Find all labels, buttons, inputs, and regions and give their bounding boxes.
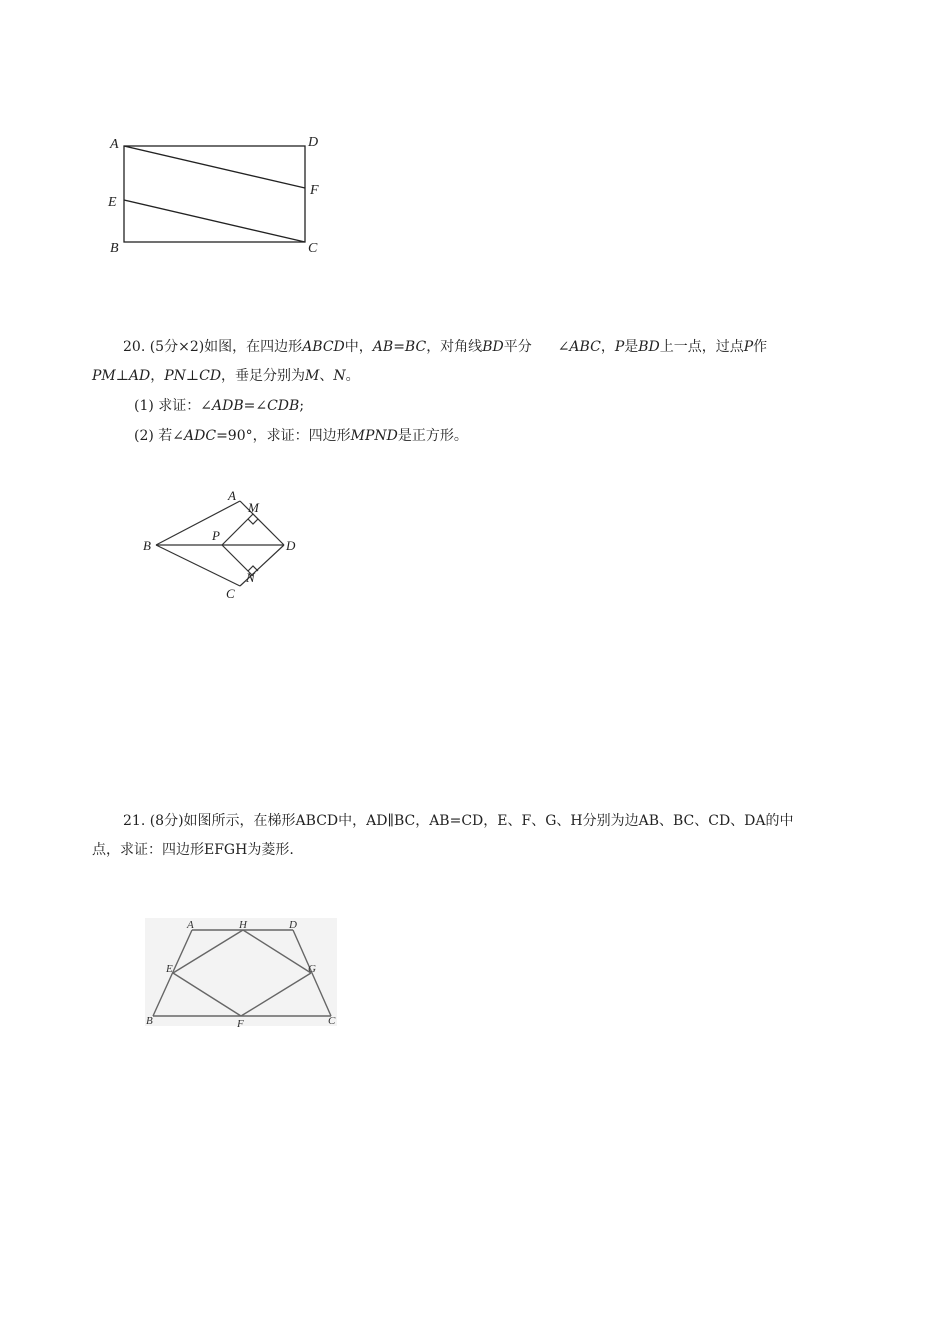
q20-text-zhong: 中， — [344, 339, 373, 355]
label-d: D — [308, 135, 319, 150]
label-n: N — [246, 570, 255, 585]
q20-text-point: 上一点，过点 — [659, 339, 744, 355]
label-m: M — [248, 500, 259, 515]
q20-text-diagonal: ，对角线 — [426, 339, 483, 355]
label-a: A — [228, 488, 236, 503]
q20-pn-perp-cd: PN⊥CD — [164, 368, 222, 384]
q21-text-2: 点，求证：四边形EFGH为菱形. — [92, 842, 294, 858]
right-angle-mark-m — [248, 519, 258, 524]
figure-trapezoid-efgh — [145, 918, 340, 1030]
q20-pm-perp-ad: PM⊥AD — [92, 368, 151, 384]
q20-sub2-prefix: (2) 若 — [134, 428, 173, 444]
q21-line-1 — [123, 811, 794, 831]
label-a: A — [187, 919, 194, 931]
label-f: F — [237, 1018, 244, 1030]
q20-sub2-square: 是正方形。 — [397, 428, 468, 444]
figure-quadrilateral-mpnd — [138, 484, 313, 604]
segment-af — [124, 146, 305, 188]
q20-m: M — [305, 368, 320, 384]
label-b: B — [146, 1015, 153, 1027]
label-c: C — [226, 586, 235, 601]
label-e: E — [166, 963, 173, 975]
label-e: E — [108, 195, 117, 210]
q20-line-2 — [92, 366, 360, 386]
q20-abcd: ABCD — [302, 339, 345, 355]
label-f: F — [310, 183, 319, 198]
q21-text-1: 21. (8分)如图所示，在梯形ABCD中，AD∥BC，AB=CD，E、F、G、H分别为边AB、BC、CD、DA的中 — [123, 813, 794, 829]
q20-comma: ， — [600, 339, 615, 355]
q20-sub1-suffix: ; — [299, 398, 305, 414]
q20-bd-2: BD — [638, 339, 660, 355]
q20-sub2-mpnd: MPND — [350, 428, 398, 444]
label-h: H — [239, 919, 247, 931]
label-p: P — [212, 528, 220, 543]
q20-p-2: P — [743, 339, 754, 355]
q20-sub-1 — [134, 396, 304, 416]
label-b: B — [110, 241, 119, 256]
q20-text-shi: 是 — [624, 339, 639, 355]
segment-ec — [124, 200, 305, 242]
label-a: A — [110, 137, 119, 152]
q20-text-feet: ，垂足分别为 — [221, 368, 306, 384]
q20-score: (5分×2)如图，在四边形 — [149, 339, 303, 355]
q20-text-bisect: 平分 — [503, 339, 532, 355]
label-b: B — [143, 538, 151, 553]
rectangle-outline — [124, 146, 305, 242]
q20-line-1 — [123, 337, 767, 357]
label-g: G — [308, 963, 316, 975]
label-d: D — [286, 538, 296, 553]
figure-trapezoid-efgh-svg — [145, 918, 340, 1030]
label-d: D — [289, 919, 297, 931]
q20-sub-2 — [134, 426, 468, 446]
q21-line-2 — [92, 840, 294, 860]
q20-sub2-text: =90°，求证：四边形 — [216, 428, 351, 444]
figure-rectangle-abcd-svg — [100, 128, 340, 263]
q20-number: 20. — [123, 339, 146, 355]
q20-n: N — [333, 368, 346, 384]
label-c: C — [328, 1015, 336, 1027]
figure-quadrilateral-mpnd-svg — [138, 484, 313, 604]
q20-comma-2: ， — [150, 368, 165, 384]
q20-dun: 、 — [319, 368, 334, 384]
figure-rectangle-abcd — [100, 128, 340, 263]
q20-ab-bc: AB=BC — [372, 339, 427, 355]
q20-bd: BD — [482, 339, 504, 355]
q20-period: 。 — [345, 368, 360, 384]
q20-text-zuo: 作 — [753, 339, 768, 355]
q20-sub1-prefix: (1) 求证： — [134, 398, 201, 414]
q20-sub2-angle: ∠ADC — [172, 428, 217, 444]
q20-angle-abc: ∠ABC — [557, 339, 601, 355]
segment-ad — [240, 501, 284, 545]
segment-ba — [156, 501, 240, 545]
label-c: C — [308, 241, 318, 256]
q20-p: P — [614, 339, 625, 355]
q20-sub1-expr: ∠ADB=∠CDB — [200, 398, 300, 414]
